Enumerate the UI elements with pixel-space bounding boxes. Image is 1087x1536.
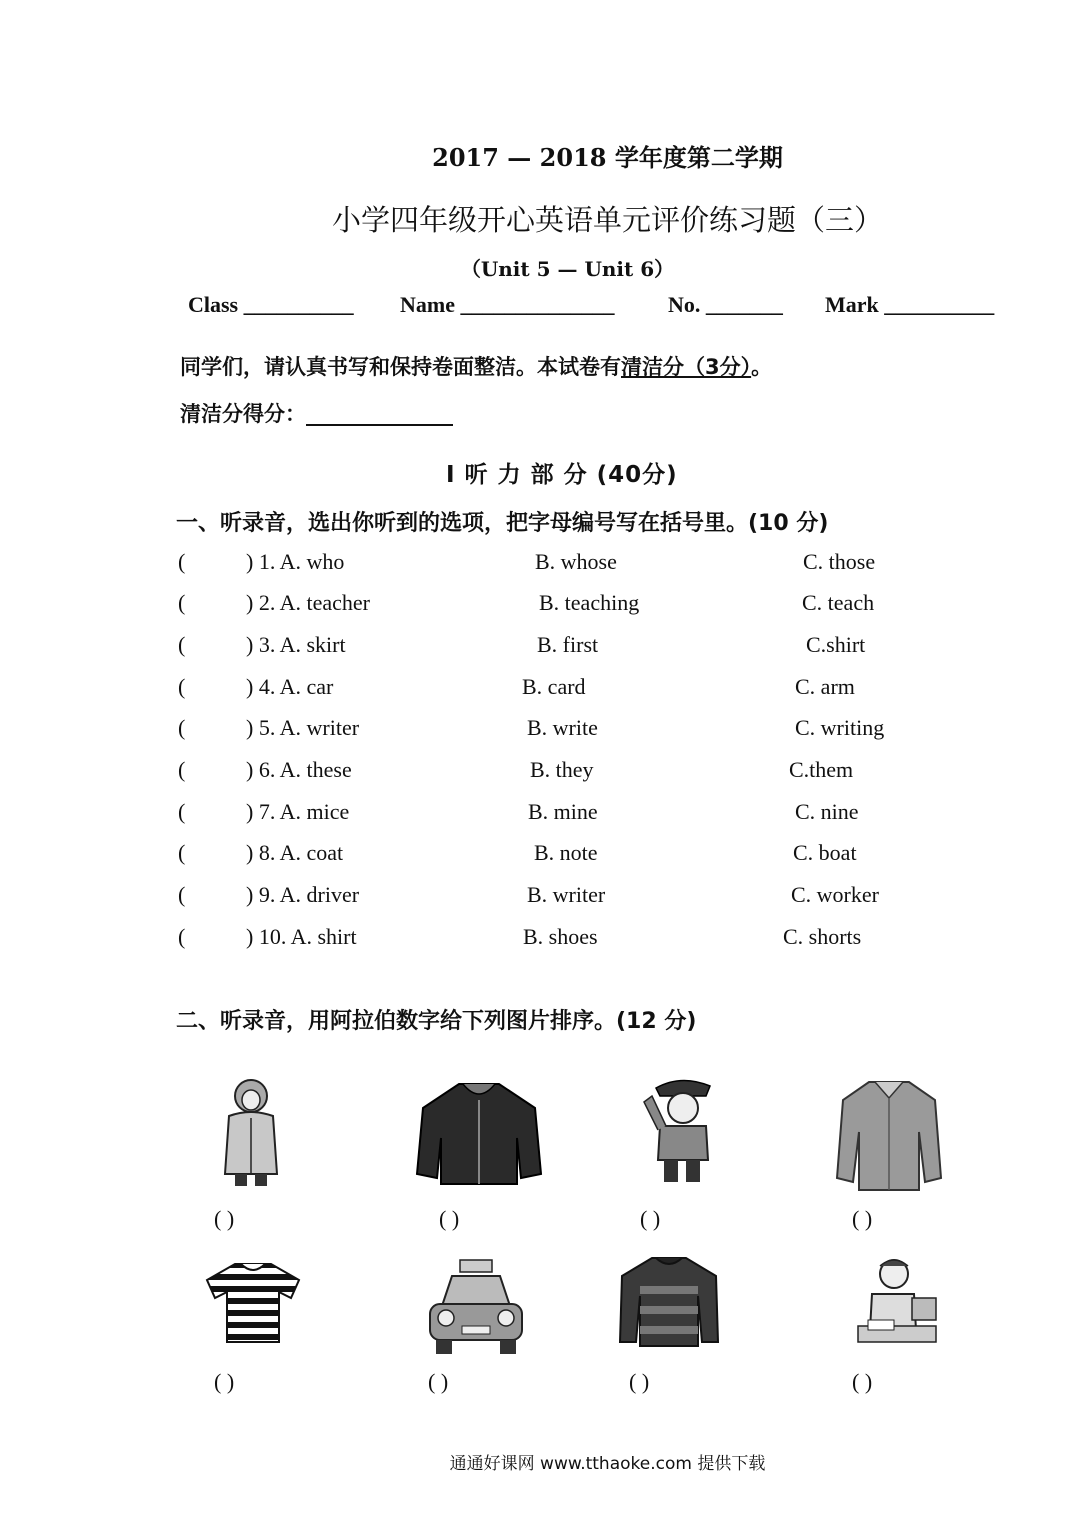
question-b: B. mine	[528, 799, 598, 824]
question-b: B. write	[527, 715, 598, 740]
question-a: ) 6. A. these	[246, 757, 352, 782]
question-b: B. teaching	[539, 590, 640, 615]
striped-t-shirt-icon	[205, 1262, 301, 1344]
footer-credit: 通通好课网 www.tthaoke.com 提供下载	[449, 1454, 766, 1474]
open-paren: (	[178, 840, 186, 865]
open-paren: (	[178, 882, 186, 907]
question-c: C. writing	[795, 715, 885, 740]
taxi-icon	[424, 1256, 528, 1360]
open-paren: (	[178, 632, 186, 657]
girl-in-coat-icon	[215, 1078, 287, 1190]
open-paren: (	[178, 549, 186, 574]
mark-field: Mark __________	[825, 292, 995, 317]
question-b: B. writer	[527, 882, 606, 907]
section1-title: 一、听录音，选出你听到的选项，把字母编号写在括号里。(10 分)	[176, 511, 829, 536]
name-field: Name ______________	[400, 292, 615, 317]
question-c: C. nine	[795, 799, 859, 824]
notice-text: 同学们，请认真书写和保持卷面整洁。本试卷有	[180, 355, 621, 379]
question-a: ) 7. A. mice	[246, 799, 350, 824]
unit-range: （Unit 5 — Unit 6）	[460, 257, 675, 281]
question-b: B. card	[522, 674, 586, 699]
shirt-icon	[835, 1078, 943, 1196]
open-paren: (	[178, 924, 186, 949]
question-a: ) 10. A. shirt	[246, 924, 357, 949]
question-c: C. those	[803, 549, 876, 574]
exam-title: 小学四年级开心英语单元评价练习题（三）	[331, 203, 883, 237]
question-c: C. arm	[795, 674, 855, 699]
question-c: C. teach	[802, 590, 875, 615]
clean-score-line: 清洁分得分：______________	[180, 402, 453, 426]
office-worker-icon	[854, 1254, 940, 1348]
question-b: B. shoes	[523, 924, 598, 949]
question-b: B. whose	[535, 549, 617, 574]
question-c: C.shirt	[806, 632, 866, 657]
question-b: B. they	[530, 757, 594, 782]
open-paren: (	[178, 757, 186, 782]
part-title: I 听 力 部 分 (40分)	[446, 462, 678, 488]
cleanliness-notice	[180, 351, 772, 381]
year-line: 2017 — 2018 学年度第二学期	[432, 143, 783, 172]
question-a: ) 2. A. teacher	[246, 590, 370, 615]
policeman-icon	[638, 1072, 724, 1192]
question-a: ) 4. A. car	[246, 674, 334, 699]
question-c: C. worker	[791, 882, 879, 907]
question-a: ) 1. A. who	[246, 549, 345, 574]
question-a: ) 5. A. writer	[246, 715, 360, 740]
sweater-icon	[618, 1256, 720, 1348]
question-c: C. shorts	[783, 924, 862, 949]
answer-bracket: ( )	[439, 1206, 460, 1231]
section2-title: 二、听录音，用阿拉伯数字给下列图片排序。(12 分)	[176, 1009, 697, 1034]
open-paren: (	[178, 590, 186, 615]
question-a: ) 9. A. driver	[246, 882, 360, 907]
answer-bracket: ( )	[629, 1369, 650, 1394]
notice-underlined: 清洁分（3分）	[621, 355, 752, 379]
open-paren: (	[178, 799, 186, 824]
number-field: No. _______	[668, 292, 783, 317]
question-c: C.them	[789, 757, 854, 782]
answer-bracket: ( )	[214, 1206, 235, 1231]
open-paren: (	[178, 674, 186, 699]
answer-bracket: ( )	[852, 1369, 873, 1394]
question-c: C. boat	[793, 840, 857, 865]
answer-bracket: ( )	[214, 1369, 235, 1394]
class-field: Class __________	[188, 292, 354, 317]
question-a: ) 8. A. coat	[246, 840, 344, 865]
answer-bracket: ( )	[428, 1369, 449, 1394]
open-paren: (	[178, 715, 186, 740]
question-b: B. first	[537, 632, 599, 657]
jacket-icon	[413, 1078, 545, 1188]
question-b: B. note	[534, 840, 598, 865]
question-a: ) 3. A. skirt	[246, 632, 346, 657]
answer-bracket: ( )	[852, 1206, 873, 1231]
notice-end: 。	[751, 355, 773, 379]
answer-bracket: ( )	[640, 1206, 661, 1231]
